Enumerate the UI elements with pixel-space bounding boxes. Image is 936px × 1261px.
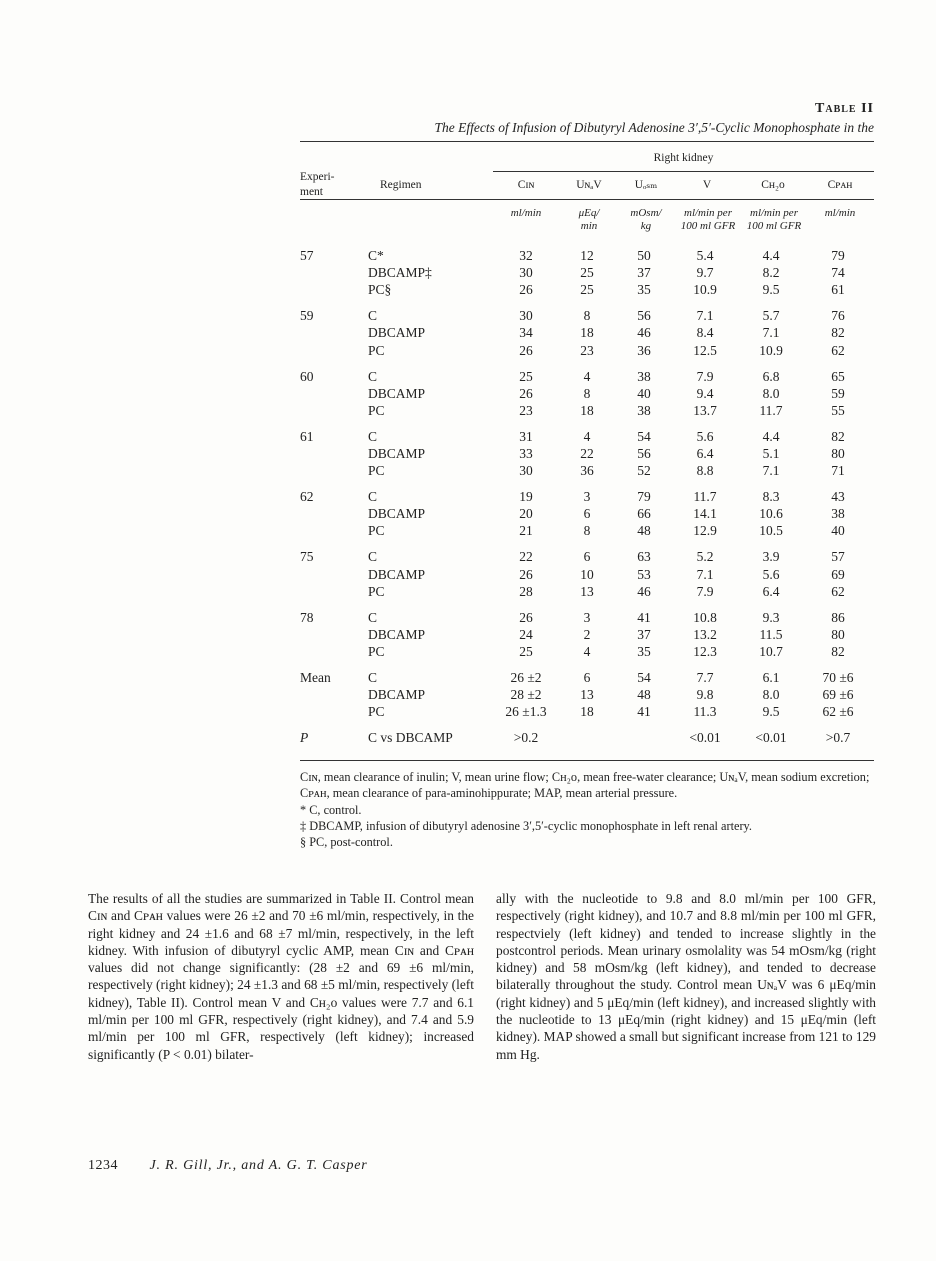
cell-uosm: 37 xyxy=(637,626,651,642)
cell-cin: 22 xyxy=(519,549,533,565)
cell-uosm: 38 xyxy=(637,368,651,384)
cell-cpah: 86 xyxy=(831,609,845,625)
cell-cin: 20 xyxy=(519,506,533,522)
cell-uosm: 41 xyxy=(637,704,651,720)
table-row xyxy=(300,548,874,565)
cell-unav: 2 xyxy=(583,626,591,642)
cell-uosm: 66 xyxy=(637,506,651,522)
cell-v: 9.8 xyxy=(696,687,714,703)
cell-cin: 26 ±2 xyxy=(510,670,542,686)
cell-regimen: DBCAMP xyxy=(368,325,426,341)
table-row xyxy=(300,402,874,419)
group-spacer xyxy=(300,600,874,609)
cell-experiment: 75 xyxy=(300,549,314,565)
cell-regimen: PC xyxy=(368,463,385,479)
cell-unav: 8 xyxy=(583,308,591,324)
cell-v: 7.1 xyxy=(696,566,714,582)
cell-uosm: 36 xyxy=(637,342,651,358)
cell-ch2o: 8.3 xyxy=(762,489,780,505)
group-spacer xyxy=(300,539,874,548)
cell-ch2o: 9.5 xyxy=(762,704,780,720)
note-abbreviations: Cɪɴ, mean clearance of inulin; V, mean urine flow; Cʜ₂ᴏ, mean free-water clearance; UɴₐV, mean sodium excretion; Cᴘᴀʜ, mean clearance of para-aminohippurate; MAP, mean arterial pressure. xyxy=(300,770,870,801)
cell-p-v: <0.01 xyxy=(689,730,721,746)
cell-ch2o: 4.4 xyxy=(762,248,780,264)
cell-cin: 26 xyxy=(519,282,533,298)
table-row xyxy=(300,643,874,660)
cell-ch2o: 7.1 xyxy=(762,463,780,479)
unit-ch2o: ml/min per 100 ml GFR xyxy=(746,207,802,232)
cell-cpah: 74 xyxy=(831,265,845,281)
table-row xyxy=(300,264,874,281)
cell-cin: 23 xyxy=(519,402,533,418)
p-value-row xyxy=(300,729,874,746)
cell-v: 12.9 xyxy=(693,523,717,539)
group-spacer-cell xyxy=(300,298,874,307)
table-row xyxy=(300,626,874,643)
cell-cin: 26 ±1.3 xyxy=(505,704,547,720)
cell-experiment: Mean xyxy=(300,670,331,686)
table-row xyxy=(300,566,874,583)
cell-cpah: 82 xyxy=(831,643,845,659)
cell-v: 8.4 xyxy=(696,325,714,341)
cell-regimen: PC§ xyxy=(368,282,392,298)
cell-uosm: 35 xyxy=(637,643,651,659)
cell-experiment: 78 xyxy=(300,609,314,625)
cell-ch2o: 8.2 xyxy=(762,265,780,281)
unit-unav: μEq/ min xyxy=(578,207,600,232)
body-column-left: The results of all the studies are summarized in Table II. Control mean Cɪɴ and Cᴘᴀʜ values were 26 ±2 and 70 ±6 ml/min, respectively, in the right kidney and 24 ±1.6 and 68 ±7 ml/min, respectively, in the left kidney. With infusion of dibutyryl cyclic AMP, mean Cɪɴ and Cᴘᴀʜ values did not change significantly: (28 ±2 and 69 ±6 ml/min, respectively (right kidney); 24 ±1.3 and 68 ±5 ml/min, respectively (left kidney), Table II). Control mean V and Cʜ₂ᴏ values were 7.7 and 6.1 ml/min per 100 ml GFR, respectively (right kidney), and 7.4 and 5.9 ml/min per 100 ml GFR, respectively (left kidney); increased significantly (P < 0.01) bilater- xyxy=(88,891,474,1062)
cell-cpah: 69 ±6 xyxy=(822,687,854,703)
header-cin: Cɪɴ xyxy=(517,179,535,191)
group-spacer-cell xyxy=(300,419,874,428)
cell-unav: 25 xyxy=(580,265,594,281)
cell-ch2o: 10.6 xyxy=(759,506,783,522)
cell-v: 13.7 xyxy=(693,402,717,418)
page-number: 1234 xyxy=(88,1158,118,1173)
table-row xyxy=(300,505,874,522)
cell-cpah: 55 xyxy=(831,402,845,418)
cell-unav: 12 xyxy=(580,248,594,264)
cell-regimen: PC xyxy=(368,704,385,720)
cell-ch2o: 8.0 xyxy=(762,385,780,401)
cell-regimen: DBCAMP xyxy=(368,506,426,522)
cell-experiment xyxy=(300,264,368,281)
cell-uosm: 63 xyxy=(637,549,651,565)
cell-uosm: 54 xyxy=(637,428,651,444)
cell-uosm: 53 xyxy=(637,566,651,582)
cell-regimen: C xyxy=(368,489,378,505)
table-row xyxy=(300,609,874,626)
cell-ch2o: 3.9 xyxy=(762,549,780,565)
cell-ch2o: 4.4 xyxy=(762,428,780,444)
cell-cin: 30 xyxy=(519,463,533,479)
table-label: Table II xyxy=(815,101,874,116)
cell-cpah: 80 xyxy=(831,626,845,642)
cell-ch2o: 6.1 xyxy=(762,670,780,686)
cell-v: 13.2 xyxy=(693,626,717,642)
cell-p-cpah: >0.7 xyxy=(825,730,851,746)
cell-cpah: 40 xyxy=(831,523,845,539)
cell-cin: 25 xyxy=(519,643,533,659)
cell-unav: 4 xyxy=(583,428,591,444)
cell-p-cin: >0.2 xyxy=(513,730,539,746)
cell-ch2o: 7.1 xyxy=(762,325,780,341)
cell-regimen: DBCAMP xyxy=(368,445,426,461)
cell-regimen: PC xyxy=(368,342,385,358)
cell-regimen: C xyxy=(368,670,378,686)
cell-ch2o: 10.5 xyxy=(759,523,783,539)
table-row xyxy=(300,445,874,462)
cell-experiment xyxy=(300,341,368,358)
cell-cpah: 62 xyxy=(831,583,845,599)
header-v: V xyxy=(702,179,712,191)
cell-cpah: 80 xyxy=(831,445,845,461)
table-caption: The Effects of Infusion of Dibutyryl Adenosine 3′,5′-Cyclic Monophosphate in the xyxy=(434,120,874,135)
cell-cpah: 62 xyxy=(831,342,845,358)
cell-unav: 3 xyxy=(583,489,591,505)
cell-v: 11.3 xyxy=(693,704,717,720)
cell-experiment xyxy=(300,522,368,539)
cell-experiment: 60 xyxy=(300,368,314,384)
group-rule xyxy=(493,171,874,172)
cell-regimen: PC xyxy=(368,583,385,599)
cell-unav: 4 xyxy=(583,368,591,384)
group-spacer-cell xyxy=(300,479,874,488)
data-table xyxy=(300,247,874,746)
header-cpah: Cᴘᴀʜ xyxy=(827,179,853,191)
cell-v: 14.1 xyxy=(693,506,717,522)
cell-cin: 26 xyxy=(519,342,533,358)
table-row xyxy=(300,281,874,298)
cell-regimen: DBCAMP xyxy=(368,626,426,642)
cell-experiment: 59 xyxy=(300,308,314,324)
header-right-kidney: Right kidney xyxy=(653,152,714,164)
cell-experiment xyxy=(300,462,368,479)
table-row xyxy=(300,703,874,720)
cell-uosm: 56 xyxy=(637,308,651,324)
unit-cin: ml/min xyxy=(510,207,542,219)
group-spacer xyxy=(300,479,874,488)
page-footer xyxy=(88,1158,368,1174)
cell-experiment xyxy=(300,402,368,419)
table-row xyxy=(300,307,874,324)
cell-experiment: 61 xyxy=(300,428,314,444)
table-notes xyxy=(300,769,876,850)
cell-regimen: C xyxy=(368,308,378,324)
cell-v: 5.6 xyxy=(696,428,714,444)
cell-cpah: 57 xyxy=(831,549,845,565)
cell-v: 12.3 xyxy=(693,643,717,659)
cell-cin: 26 xyxy=(519,385,533,401)
cell-unav: 6 xyxy=(583,549,591,565)
table-row xyxy=(300,583,874,600)
cell-v: 9.4 xyxy=(696,385,714,401)
cell-p-ch2o: <0.01 xyxy=(755,730,787,746)
cell-regimen: C xyxy=(368,368,378,384)
cell-unav: 8 xyxy=(583,523,591,539)
cell-cin: 30 xyxy=(519,308,533,324)
cell-unav: 18 xyxy=(580,402,594,418)
cell-uosm: 56 xyxy=(637,445,651,461)
cell-regimen: C xyxy=(368,549,378,565)
cell-experiment xyxy=(300,281,368,298)
cell-experiment xyxy=(300,686,368,703)
cell-experiment xyxy=(300,385,368,402)
cell-ch2o: 5.1 xyxy=(762,445,780,461)
cell-v: 8.8 xyxy=(696,463,714,479)
cell-uosm: 52 xyxy=(637,463,651,479)
cell-v: 5.2 xyxy=(696,549,714,565)
header-rule xyxy=(300,199,874,200)
cell-uosm: 50 xyxy=(637,248,651,264)
cell-regimen: PC xyxy=(368,523,385,539)
cell-uosm: 48 xyxy=(637,687,651,703)
cell-regimen: C xyxy=(368,428,378,444)
group-spacer-cell xyxy=(300,720,874,729)
cell-ch2o: 6.8 xyxy=(762,368,780,384)
cell-unav: 25 xyxy=(580,282,594,298)
cell-regimen: C xyxy=(368,609,378,625)
cell-cpah: 65 xyxy=(831,368,845,384)
cell-ch2o: 11.5 xyxy=(759,626,783,642)
cell-unav: 3 xyxy=(583,609,591,625)
cell-uosm: 46 xyxy=(637,583,651,599)
cell-experiment xyxy=(300,583,368,600)
cell-cin: 24 xyxy=(519,626,533,642)
cell-unav: 13 xyxy=(580,583,594,599)
cell-cpah: 79 xyxy=(831,248,845,264)
cell-unav: 36 xyxy=(580,463,594,479)
cell-ch2o: 11.7 xyxy=(759,402,783,418)
cell-v: 7.7 xyxy=(696,670,714,686)
cell-ch2o: 9.3 xyxy=(762,609,780,625)
table-row xyxy=(300,462,874,479)
group-spacer-cell xyxy=(300,539,874,548)
cell-regimen: PC xyxy=(368,643,385,659)
cell-cpah: 82 xyxy=(831,325,845,341)
cell-unav: 6 xyxy=(583,670,591,686)
cell-uosm: 38 xyxy=(637,402,651,418)
cell-cin: 28 ±2 xyxy=(510,687,542,703)
cell-uosm: 54 xyxy=(637,670,651,686)
cell-ch2o: 10.9 xyxy=(759,342,783,358)
group-spacer xyxy=(300,298,874,307)
cell-ch2o: 9.5 xyxy=(762,282,780,298)
cell-ch2o: 5.7 xyxy=(762,308,780,324)
note-dbcamp: ‡ DBCAMP, infusion of dibutyryl adenosine 3′,5′-cyclic monophosphate in left renal artery. xyxy=(300,818,752,833)
cell-regimen: DBCAMP xyxy=(368,687,426,703)
cell-cin: 28 xyxy=(519,583,533,599)
cell-cpah: 82 xyxy=(831,428,845,444)
cell-v: 7.9 xyxy=(696,368,714,384)
cell-cin: 25 xyxy=(519,368,533,384)
cell-v: 10.8 xyxy=(693,609,717,625)
cell-cpah: 71 xyxy=(831,463,845,479)
cell-cin: 33 xyxy=(519,445,533,461)
cell-experiment xyxy=(300,505,368,522)
table-bottom-rule xyxy=(300,760,874,761)
running-authors: J. R. Gill, Jr., and A. G. T. Casper xyxy=(149,1158,368,1173)
cell-v: 10.9 xyxy=(693,282,717,298)
cell-p-label: P xyxy=(300,730,309,746)
unit-v: ml/min per 100 ml GFR xyxy=(680,207,736,232)
cell-experiment xyxy=(300,626,368,643)
cell-regimen: DBCAMP‡ xyxy=(368,265,432,281)
cell-unav: 6 xyxy=(583,506,591,522)
table-row xyxy=(300,488,874,505)
cell-ch2o: 8.0 xyxy=(762,687,780,703)
cell-ch2o: 5.6 xyxy=(762,566,780,582)
group-spacer-cell xyxy=(300,359,874,368)
cell-uosm: 48 xyxy=(637,523,651,539)
cell-cpah: 61 xyxy=(831,282,845,298)
cell-cpah: 70 ±6 xyxy=(822,670,854,686)
table-row xyxy=(300,428,874,445)
cell-experiment: 62 xyxy=(300,489,314,505)
table-row xyxy=(300,368,874,385)
header-uosm: Uₒₛₘ xyxy=(634,179,658,191)
cell-cin: 26 xyxy=(519,566,533,582)
cell-uosm: 37 xyxy=(637,265,651,281)
group-spacer xyxy=(300,660,874,669)
cell-unav: 8 xyxy=(583,385,591,401)
table-row xyxy=(300,385,874,402)
cell-ch2o: 10.7 xyxy=(759,643,783,659)
table-row xyxy=(300,247,874,264)
table-row xyxy=(300,324,874,341)
cell-regimen: PC xyxy=(368,402,385,418)
cell-experiment xyxy=(300,566,368,583)
cell-unav: 22 xyxy=(580,445,594,461)
cell-uosm: 40 xyxy=(637,385,651,401)
cell-uosm: 46 xyxy=(637,325,651,341)
table-row xyxy=(300,686,874,703)
table-row xyxy=(300,341,874,358)
cell-regimen: C* xyxy=(368,248,384,264)
header-regimen: Regimen xyxy=(380,179,422,191)
cell-cin: 34 xyxy=(519,325,533,341)
cell-unav: 18 xyxy=(580,704,594,720)
cell-regimen: DBCAMP xyxy=(368,385,426,401)
cell-p-unav xyxy=(556,729,618,746)
cell-uosm: 35 xyxy=(637,282,651,298)
cell-unav: 10 xyxy=(580,566,594,582)
cell-uosm: 79 xyxy=(637,489,651,505)
table-top-rule xyxy=(300,141,874,142)
header-unav: UɴₐV xyxy=(576,179,602,191)
group-spacer xyxy=(300,419,874,428)
group-spacer-cell xyxy=(300,660,874,669)
cell-regimen: DBCAMP xyxy=(368,566,426,582)
cell-p-uosm xyxy=(618,729,670,746)
unit-cpah: ml/min xyxy=(824,207,856,219)
cell-cpah: 62 ±6 xyxy=(822,704,854,720)
body-column-right: ally with the nucleotide to 9.8 and 8.0 ml/min per 100 GFR, respectively (right kidney), and 10.7 and 8.8 ml/min per 100 ml GFR, respectviely (left kidney) and tended to increase slightly in the postcontrol periods. Mean urinary osmolality was 54 mOsm/kg (right kidney) and 58 mOsm/kg (left kidney), and tended to decrease bilaterally throughout the study. Control mean UɴₐV was 6 μEq/min (right kidney) and 5 μEq/min (left kidney), and increased slightly with the nucleotide to 13 μEq/min (right kidney) and 15 μEq/min (left kidney). MAP showed a small but significant increase from 121 to 129 mm Hg. xyxy=(496,891,876,1062)
group-spacer xyxy=(300,720,874,729)
cell-cpah: 59 xyxy=(831,385,845,401)
cell-v: 11.7 xyxy=(693,489,717,505)
cell-cpah: 69 xyxy=(831,566,845,582)
cell-unav: 13 xyxy=(580,687,594,703)
cell-cpah: 76 xyxy=(831,308,845,324)
cell-experiment xyxy=(300,643,368,660)
cell-cin: 31 xyxy=(519,428,533,444)
cell-ch2o: 6.4 xyxy=(762,583,780,599)
cell-cin: 30 xyxy=(519,265,533,281)
cell-cpah: 43 xyxy=(831,489,845,505)
header-experiment: Experi- ment xyxy=(300,171,335,198)
cell-cin: 26 xyxy=(519,609,533,625)
cell-comparison: C vs DBCAMP xyxy=(368,730,453,746)
cell-cin: 32 xyxy=(519,248,533,264)
unit-uosm: mOsm/ kg xyxy=(630,207,662,232)
cell-cin: 21 xyxy=(519,523,533,539)
table-row xyxy=(300,522,874,539)
cell-v: 7.1 xyxy=(696,308,714,324)
cell-v: 5.4 xyxy=(696,248,714,264)
cell-v: 6.4 xyxy=(696,445,714,461)
group-spacer-cell xyxy=(300,600,874,609)
cell-v: 7.9 xyxy=(696,583,714,599)
group-spacer xyxy=(300,359,874,368)
cell-experiment xyxy=(300,703,368,720)
cell-cpah: 38 xyxy=(831,506,845,522)
note-control: * C, control. xyxy=(300,802,362,817)
cell-experiment: 57 xyxy=(300,248,314,264)
cell-experiment xyxy=(300,445,368,462)
cell-v: 9.7 xyxy=(696,265,714,281)
cell-experiment xyxy=(300,324,368,341)
cell-unav: 4 xyxy=(583,643,591,659)
table-row xyxy=(300,669,874,686)
cell-unav: 23 xyxy=(580,342,594,358)
cell-uosm: 41 xyxy=(637,609,651,625)
cell-unav: 18 xyxy=(580,325,594,341)
cell-cin: 19 xyxy=(519,489,533,505)
cell-v: 12.5 xyxy=(693,342,717,358)
header-ch2o: Cʜ₂ᴏ xyxy=(761,179,785,191)
note-postcontrol: § PC, post-control. xyxy=(300,835,393,850)
